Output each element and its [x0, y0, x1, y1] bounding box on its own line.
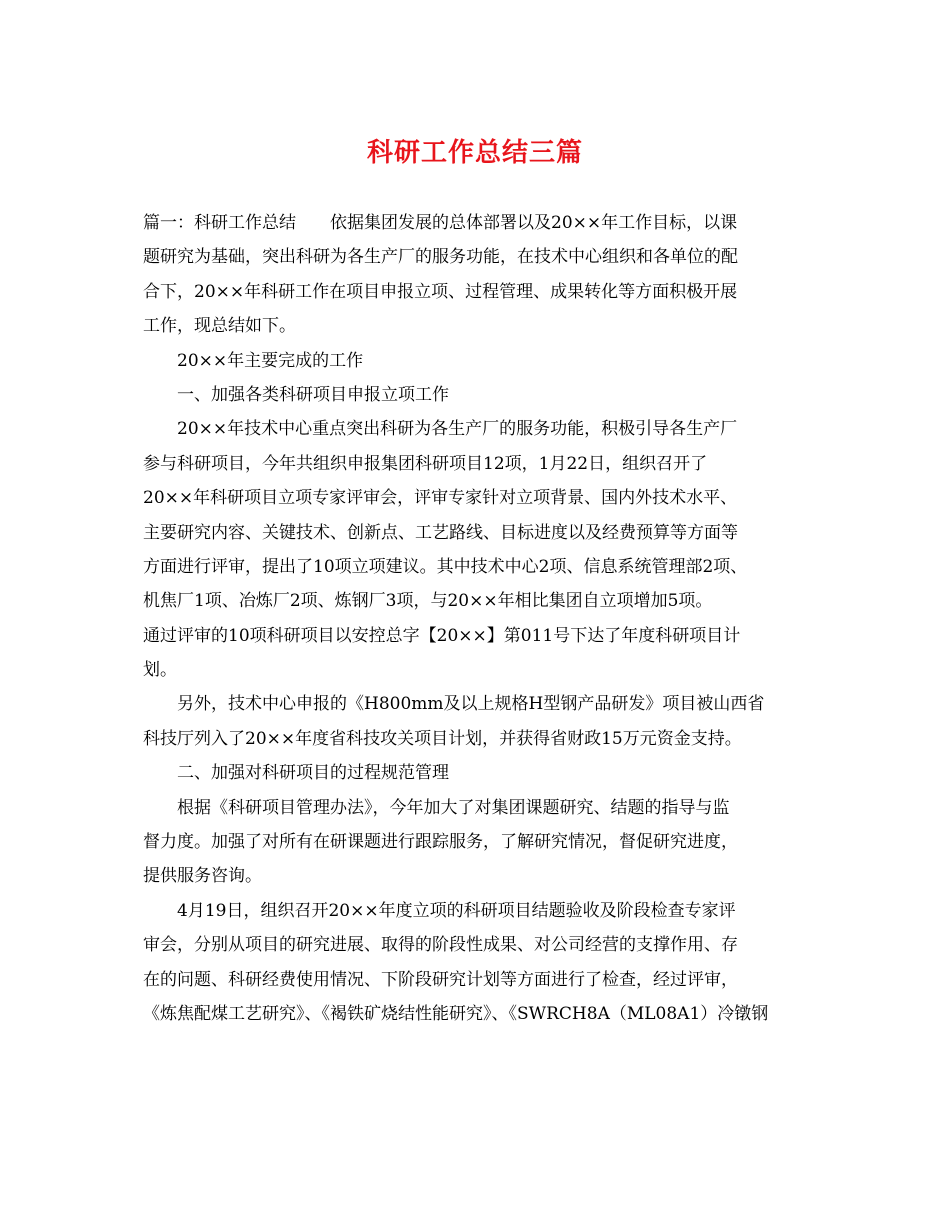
body-line: 合下，20××年科研工作在项目申报立项、过程管理、成果转化等方面积极开展: [143, 281, 738, 302]
body-line: 4月19日，组织召开20××年度立项的科研项目结题验收及阶段检查专家评: [143, 900, 736, 921]
body-line: 篇一：科研工作总结 依据集团发展的总体部署以及20××年工作目标，以课: [143, 213, 738, 233]
document-body: [143, 206, 810, 1031]
body-line: 二、加强对科研项目的过程规范管理: [143, 763, 449, 784]
body-line: 20××年技术中心重点突出科研为各生产厂的服务功能，积极引导各生产厂: [143, 419, 738, 440]
body-line: 科技厅列入了20××年度省科技攻关项目计划，并获得省财政15万元资金支持。: [143, 728, 742, 749]
body-line: 划。: [143, 660, 177, 681]
body-line: 督力度。加强了对所有在研课题进行跟踪服务，了解研究情况，督促研究进度，: [143, 832, 738, 853]
body-line: 20××年科研项目立项专家评审会，评审专家针对立项背景、国内外技术水平、: [143, 488, 738, 509]
body-line: 机焦厂1项、冶炼厂2项、炼钢厂3项，与20××年相比集团自立项增加5项。: [143, 591, 713, 612]
body-line: 提供服务咨询。: [143, 866, 262, 887]
body-line: 另外，技术中心申报的《H800mm及以上规格H型钢产品研发》项目被山西省: [143, 694, 765, 715]
body-line: 工作，现总结如下。: [143, 316, 296, 337]
body-line: 20××年主要完成的工作: [143, 350, 364, 371]
document-title: 科研工作总结三篇: [366, 138, 583, 168]
body-line: 根据《科研项目管理办法》，今年加大了对集团课题研究、结题的指导与监: [143, 797, 730, 818]
body-line: 在的问题、科研经费使用情况、下阶段研究计划等方面进行了检查，经过评审，: [143, 969, 738, 990]
body-line: 题研究为基础，突出科研为各生产厂的服务功能，在技术中心组织和各单位的配: [143, 247, 738, 268]
body-line: 一、加强各类科研项目申报立项工作: [143, 384, 449, 405]
body-line: 《炼焦配煤工艺研究》、《褐铁矿烧结性能研究》、《SWRCH8A（ML08A1）冷镦钢: [143, 1003, 769, 1024]
body-line: 审会，分别从项目的研究进展、取得的阶段性成果、对公司经营的支撑作用、存: [143, 935, 738, 956]
body-line: 方面进行评审，提出了10项立项建议。其中技术中心2项、信息系统管理部2项、: [143, 556, 748, 577]
body-line: 主要研究内容、关键技术、创新点、工艺路线、目标进度以及经费预算等方面等: [143, 522, 738, 543]
body-line: 参与科研项目，今年共组织申报集团科研项目12项，1月22日，组织召开了: [143, 453, 708, 474]
body-line: 通过评审的10项科研项目以安控总字【20××】第011号下达了年度科研项目计: [143, 625, 741, 646]
